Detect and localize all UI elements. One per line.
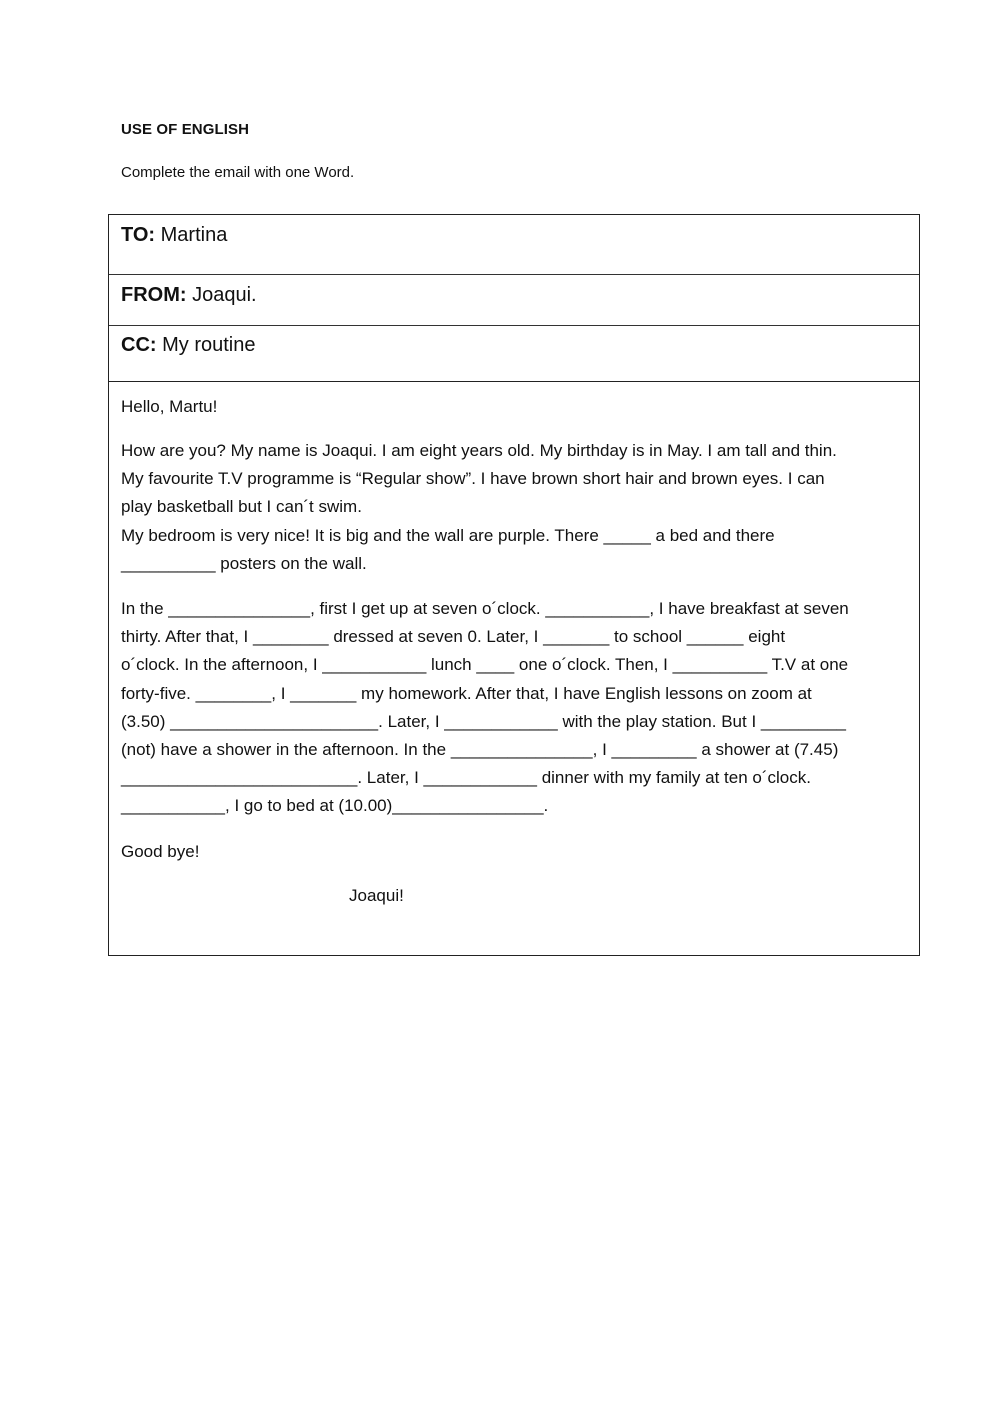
worksheet-heading: USE OF ENGLISH — [121, 121, 250, 138]
paragraph-line: ___________, I go to bed at (10.00)________________. — [121, 796, 549, 816]
cc-label: CC: — [121, 334, 157, 356]
cc-row — [109, 326, 919, 382]
worksheet-instruction: Complete the email with one Word. — [121, 164, 355, 181]
email-greeting: Hello, Martu! — [121, 397, 218, 416]
paragraph-line: __________ posters on the wall. — [121, 553, 367, 573]
paragraph-line: My bedroom is very nice! It is big and the wall are purple. There _____ a bed and there — [121, 525, 775, 545]
to-value: Martina — [160, 224, 228, 246]
paragraph-line: forty-five. ________, I _______ my homework. After that, I have English lessons on zoom at — [121, 683, 812, 703]
paragraph-line: My favourite T.V programme is “Regular show”. I have brown short hair and brown eyes. I can — [121, 469, 825, 489]
to-row — [109, 215, 919, 275]
paragraph-line: thirty. After that, I ________ dressed at seven 0. Later, I _______ to school ______ eight — [121, 627, 786, 647]
paragraph-line: In the _______________, first I get up at seven o´clock. ___________, I have breakfast at seven — [121, 599, 849, 618]
paragraph-routine — [121, 595, 849, 821]
email-signature: Joaqui! — [349, 886, 404, 905]
from-value: Joaqui. — [192, 284, 257, 306]
from-row — [109, 275, 919, 326]
paragraph-line: (3.50) ______________________. Later, I ____________ with the play station. But I _________ — [121, 711, 846, 731]
paragraph-line: play basketball but I can´t swim. — [121, 497, 362, 517]
paragraph-line: o´clock. In the afternoon, I ___________ lunch ____ one o´clock. Then, I __________ T.V at one — [121, 655, 849, 675]
cc-value: My routine — [162, 334, 256, 356]
paragraph-line: _________________________. Later, I ____________ dinner with my family at ten o´clock. — [121, 768, 811, 788]
paragraph-line: How are you? My name is Joaqui. I am eight years old. My birthday is in May. I am tall and thin. — [121, 441, 837, 460]
from-label: FROM: — [121, 284, 187, 306]
paragraph-intro — [121, 437, 837, 578]
paragraph-line: (not) have a shower in the afternoon. In the _______________, I _________ a shower at (7.45) — [121, 740, 839, 760]
email-form — [108, 214, 920, 956]
to-label: TO: — [121, 224, 156, 246]
email-closing: Good bye! — [121, 842, 200, 861]
